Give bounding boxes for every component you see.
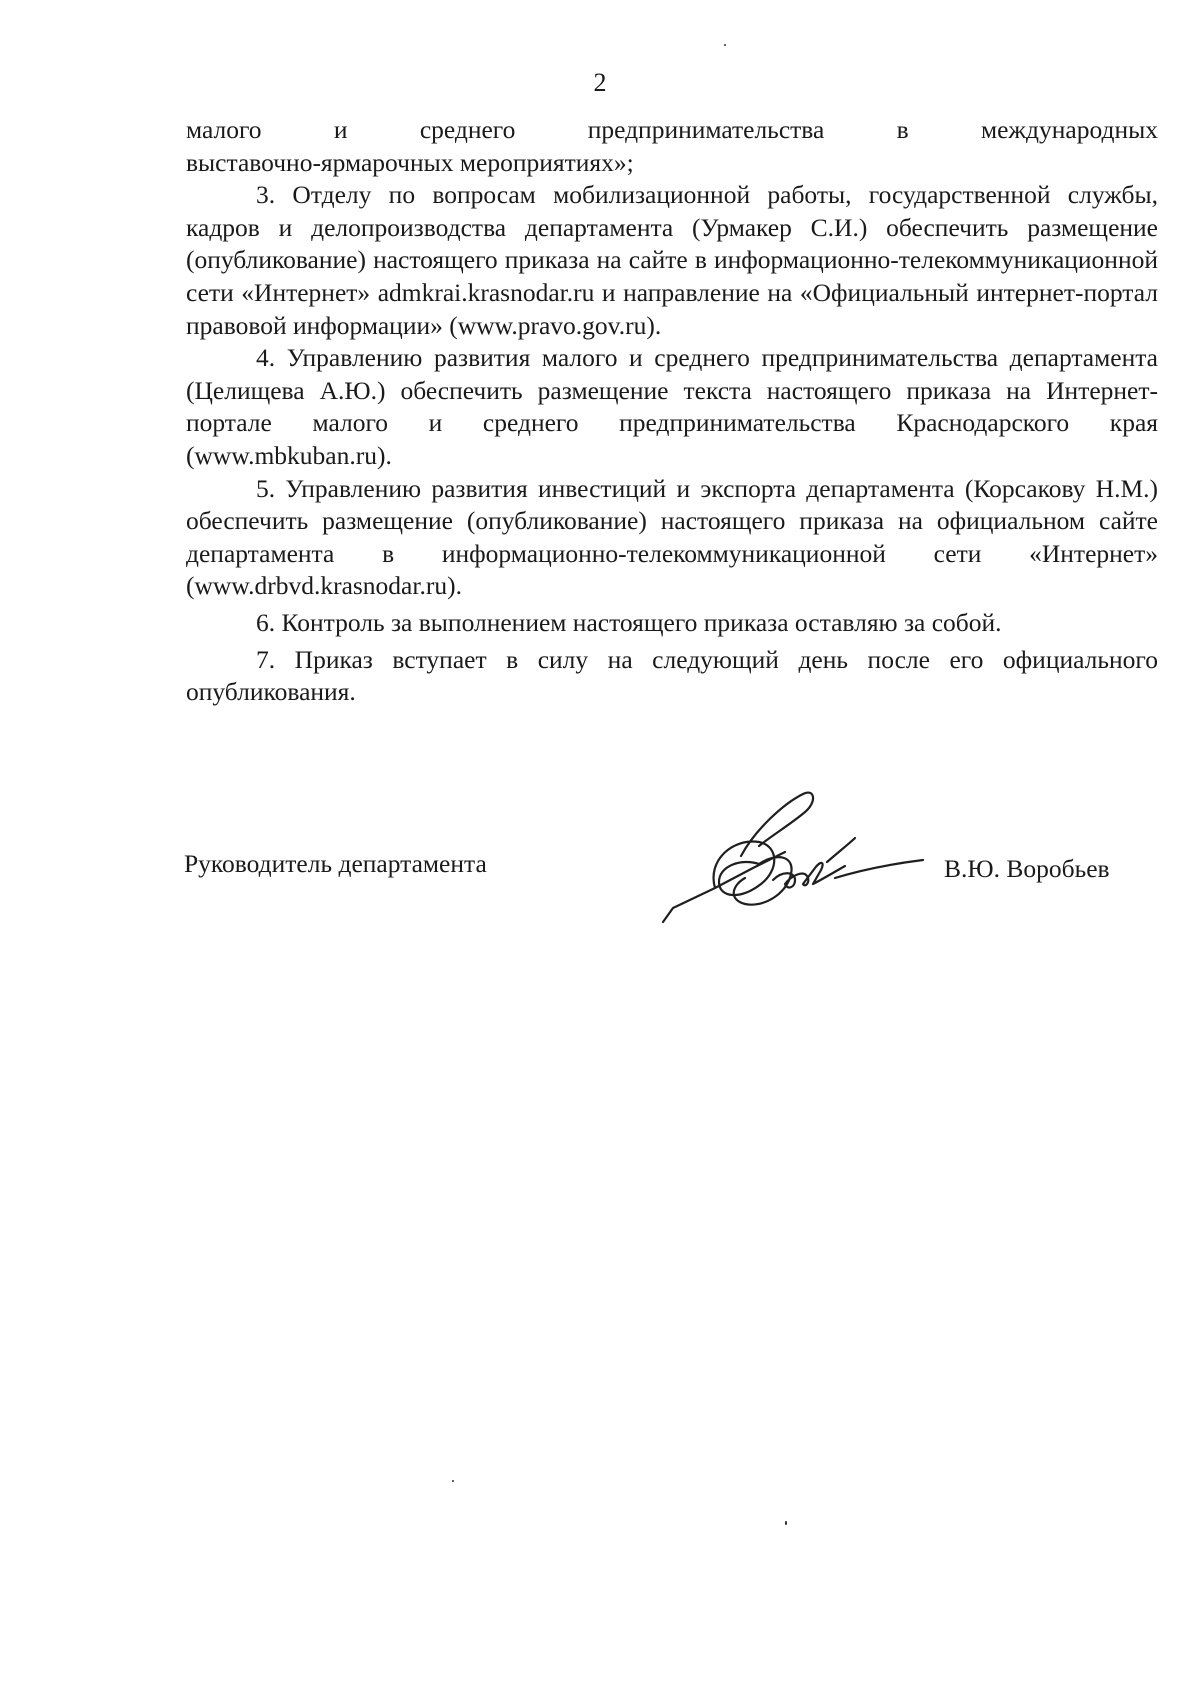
- paragraph-5: 5. Управлению развития инвестиций и экспорта департамента (Корсакову Н.М.) обеспечить размещение (опубликование) настоящего приказа на официальном сайте департамента в информационно-телекоммуникационной сети «Интернет» (www.drbvd.krasnodar.ru).: [186, 473, 1158, 601]
- scan-speck: [785, 1521, 787, 1525]
- paragraph-continuation-tail: выставочно-ярмарочных мероприятиях»;: [186, 147, 634, 177]
- page-number: 2: [593, 68, 607, 97]
- handwritten-signature: [655, 790, 925, 930]
- signatory-name: В.Ю. Воробьев: [944, 854, 1110, 883]
- paragraph-3: 3. Отделу по вопросам мобилизационной работы, государственной службы, кадров и делопроизводства департамента (Урмакер С.И.) обеспечить размещение (опубликование) настоящего приказа на сайте в информационно-телекоммуникационной сети «Интернет» admkrai.krasnodar.ru и направление на «Официальный интернет-портал правовой информации» (www.pravo.gov.ru).: [186, 180, 1158, 340]
- paragraph-4: 4. Управлению развития малого и среднего предпринимательства департамента (Целищева А.Ю.) обеспечить размещение текста настоящего приказа на Интернет-портале малого и среднего предпринимательства Краснодарского края (www.mbkuban.ru).: [186, 343, 1158, 470]
- paragraph-6: 6. Контроль за выполнением настоящего приказа оставляю за собой.: [256, 607, 1002, 637]
- scan-speck: [452, 1480, 454, 1482]
- document-body: [186, 114, 1158, 709]
- paragraph-continuation: [186, 114, 1158, 179]
- scan-speck: [724, 44, 726, 46]
- paragraph-continuation-lead: малого и среднего предпринимательства в международных: [186, 115, 1158, 144]
- signatory-position: Руководитель департамента: [184, 849, 487, 878]
- paragraph-7: 7. Приказ вступает в силу на следующий день после его официального опубликования.: [186, 644, 1158, 707]
